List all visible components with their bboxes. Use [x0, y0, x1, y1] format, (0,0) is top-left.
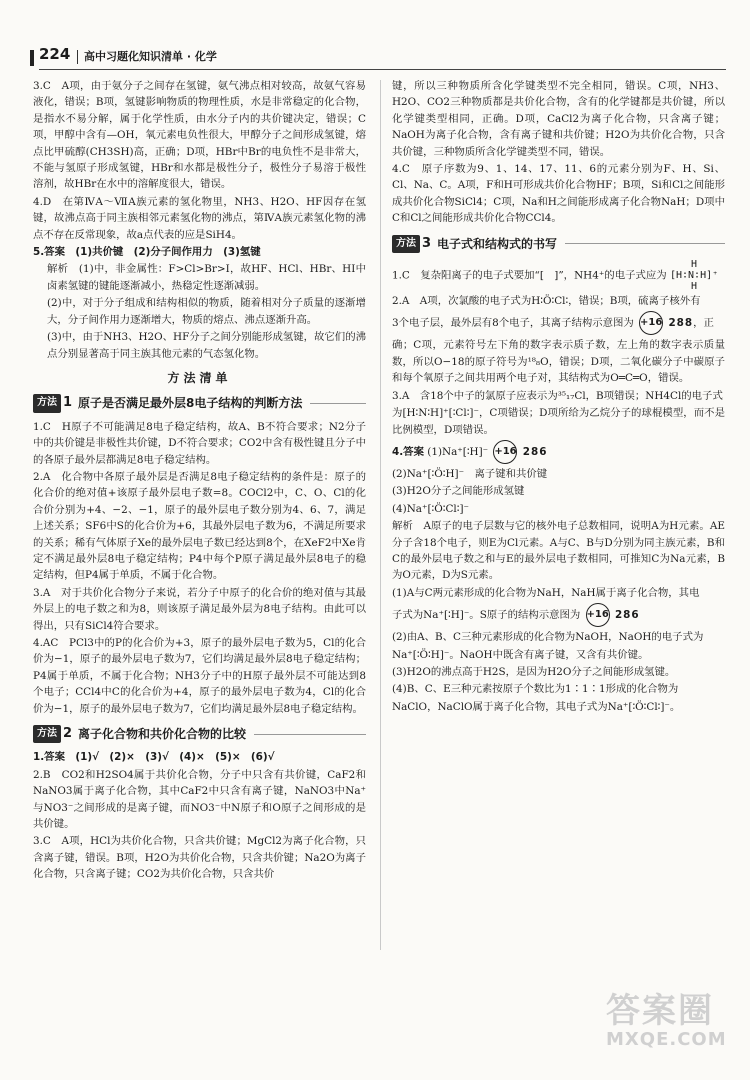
right-column	[392, 78, 725, 716]
method-rule	[310, 403, 366, 404]
method-number: 2	[63, 726, 73, 742]
sulfur-ion-nucleus: +16	[639, 311, 663, 335]
answer-4-electron	[392, 439, 725, 465]
method-1-answer-3: 3.A 对于共价化合物分子来说，若分子中原子的化合价的绝对值与其最外层上的电子数之和为8，则该原子满足最外层为8电子结构。由此可以得出，只有SiCl4符合要求。	[33, 586, 366, 632]
watermark-site: MXQE.COM	[606, 1029, 727, 1050]
sulfur-atom-nucleus: +16	[493, 440, 517, 464]
method-rule	[565, 243, 725, 244]
analysis-5-1: 解析 (1)中，非金属性：F>Cl>Br>I，故HF、HCl、HBr、HI中卤素氢键的键能逐渐减小，热稳定性逐渐减弱。	[47, 263, 366, 292]
method-1-answer-4: 4.AC PCl3中的P的化合价为+3，原子的最外层电子数为5，Cl的化合价为−1，原子的最外层电子数为7，它们均满足最外层8电子稳定结构；P4属于单质，不属于化合物；NH3分子中的H原子最外层不可能达到8个电子；CCl4中C的化合价为+4，原子的最外层电子数为4，Cl的化合价为−1，原子的最外层电子数为7，它们均满足最外层8电子稳定结构。	[33, 637, 366, 715]
analysis-4-2: (1)A与C两元素形成的化合物为NaH，NaH属于离子化合物，其电	[392, 586, 700, 599]
method-number: 1	[63, 395, 73, 411]
answer-4-part-4: (4)Na⁺[∶Ö∶Cl∶]⁻	[392, 502, 469, 515]
method-2-answer-1: 1.答案 (1)√ (2)× (3)√ (4)× (5)× (6)√	[33, 751, 275, 764]
method-title: 原子是否满足最外层8电子结构的判断方法	[78, 396, 303, 411]
analysis-4-7: (4)B、C、E三种元素按原子个数比为1∶1∶1形成的化合物为	[392, 683, 679, 696]
answer-4-right: 4.C 原子序数为9、1、14、17、11、6的元素分别为F、H、Si、Cl、Na、C。A项，F和H可形成共价化合物HF；B项，Si和Cl之间能形成共价化合物SiCl4；C项，Na和H之间能形成离子化合物NaH；D项中C和Cl之间能形成共价化合物CCl4。	[392, 163, 725, 225]
header-separator	[77, 50, 78, 64]
electron-formula-3a: 3.A 含18个中子的氯原子应表示为³⁵₁₇Cl，B项错误；NH4Cl的电子式	[392, 389, 723, 402]
sulfur-atom-shells-2: 286	[614, 609, 640, 622]
electron-formula-1	[392, 259, 725, 292]
watermark	[606, 990, 736, 1068]
answer-4-part-2: (2)Na⁺[∶Ö∶H]⁻ 离子键和共价键	[392, 467, 548, 480]
method-2-answer-2: 2.B CO2和H2SO4属于共价化合物，分子中只含有共价键，CaF2和NaNO3属于离子化合物，其中CaF2中只含有离子键，NaNO3中Na⁺与NO3⁻之间形成的是离子键，而NO3⁻中N原子和O原子之间形成的是共价键。	[33, 768, 366, 831]
method-title: 电子式和结构式的书写	[437, 236, 558, 251]
sulfur-atom-nucleus-2: +16	[586, 603, 610, 627]
analysis-4-3	[392, 602, 725, 628]
answer-4-label: 4.答案	[392, 445, 424, 458]
electron-formula-3b: 为[H∶N∶H]⁺[∶Cl∶]⁻，C项错误；D项所给为乙烷分子的球棍模型，而不是比例模型，D项错误。	[392, 407, 725, 436]
analysis-4-4: (2)由A、B、C三种元素形成的化合物为NaOH，NaOH的电子式为	[392, 631, 704, 644]
continued-answer: 键，所以三种物质所含化学键类型不完全相同，错误。C项，NH3、H2O、CO2三种物质都是共价化合物，含有的化学键都是共价键，所以化学键类型相同，正确。D项，CaCl2为离子化合物，只含离子键；NaOH为离子化合物，含有离子键和共价键；H2O为共价化合物，只含共价键，三种物质所含化学键类型不同，错误。	[392, 80, 725, 158]
header-bar	[30, 50, 34, 66]
method-1-answer-1: 1.C H原子不可能满足8电子稳定结构，故A、B不符合要求；N2分子中的共价键是非极性共价键，D不符合要求；CO2中含有极性键且分子中的各原子最外层都满足8电子稳定结构。	[33, 420, 366, 466]
method-tag: 方法	[33, 394, 61, 412]
answer-3: 3.C A项，由于氨分子之间存在氢键，氨气沸点相对较高，故氨气容易液化，错误；B项，氢键影响物质的物理性质，水是非常稳定的化合物，是指水不易分解，属于化学性质，由水分子内的共价键决定，错误；C项，甲醇中含有—OH，氧元素电负性很大，甲醇分子之间形成氢键，熔点比甲硫醇(CH3SH)高，正确；D项，HBr中Br的电负性不是非常大，不能与氢原子形成氢键，HBr和水都是极性分子，极性分子易溶于极性溶剂，故HBr在水中的溶解度很大，错误。	[33, 80, 366, 191]
method-title: 离子化合物和共价化合物的比较	[78, 727, 247, 742]
analysis-4-5: Na⁺[∶Ö∶H]⁻。NaOH中既含有离子键，又含有共价键。	[392, 648, 649, 661]
structure-formula: [H∶N∶H]⁺	[669, 270, 719, 282]
method-2-answer-3: 3.C A项，HCl为共价化合物，只含共价键；MgCl2为离子化合物，只含离子键，错误。B项，H2O为共价化合物，只含共价键；Na2O为离子化合物，只含离子键；CO2为共价化合物，只含共价	[33, 835, 366, 881]
column-divider	[380, 80, 381, 950]
answer-4-part-1: (1)Na⁺[∶H]⁻	[427, 445, 489, 458]
left-column	[33, 78, 366, 884]
analysis-4-8: NaClO，NaClO属于离子化合物，其电子式为Na⁺[∶Ö∶Cl∶]⁻。	[392, 700, 681, 713]
method-tag: 方法	[33, 725, 61, 743]
electron-formula-2c: 确；C项，元素符号左下角的数字表示质子数，左上角的数字表示质量数，所以O−18的原子符号为¹⁸₈O，错误；D项，二氧化碳分子中碳原子和每个氧原子之间共用两个电子对，其结构式为O═C═O，错误。	[392, 339, 725, 385]
method-tag: 方法	[392, 235, 420, 253]
analysis-4-3-text: 子式为Na⁺[∶H]⁻。S原子的结构示意图为	[392, 609, 581, 622]
analysis-5-3: (3)中，由于NH3、H2O、HF分子之间分别能形成氢键，故它们的沸点分别显著高于同主族其他元素的气态氢化物。	[47, 331, 366, 360]
method-rule	[254, 734, 366, 735]
book-title: 高中习题化知识清单 · 化学	[84, 50, 217, 63]
answer-5: 5.答案 (1)共价键 (2)分子间作用力 (3)氢键	[33, 246, 261, 259]
sulfur-ion-shells: 288	[668, 317, 694, 330]
sulfur-atom-shells: 286	[522, 445, 548, 458]
analysis-5-2: (2)中，对于分子组成和结构相似的物质，随着相对分子质量的逐渐增大，分子间作用力逐渐增大，物质的熔点、沸点逐渐升高。	[47, 297, 366, 326]
analysis-4-6: (3)H2O的沸点高于H2S，是因为H2O分子之间能形成氢键。	[392, 665, 676, 678]
structure-top-h: H	[691, 259, 698, 271]
ammonium-structure	[670, 259, 718, 292]
method-1-heading	[33, 394, 366, 412]
method-1-answer-2: 2.A 化合物中各原子最外层是否满足8电子稳定结构的条件是：原子的化合价的绝对值+该原子最外层电子数=8。COCl2中，C、O、Cl的化合价分别为+4、−2、−1，原子的最外层电子数分别为4、6、7，满足上述关系；SF6中S的化合价为+6，其最外层电子数为6，不满足所要求的关系；稀有气体原子Xe的最外层电子数已经达到8个，在XeF2中Xe肯定不满足最外层8电子稳定结构；P4中每个P原子满足最外层8电子的稳定结构，但P4属于单质，不属于化合物。	[33, 470, 366, 582]
answer-4-part-3: (3)H2O分子之间能形成氢键	[392, 485, 525, 498]
electron-formula-2b	[392, 310, 725, 336]
method-number: 3	[422, 235, 432, 251]
analysis-4-1: 解析 A原子的电子层数与它的核外电子总数相同，说明A为H元素。AE分子含18个电子，则E为Cl元素。A与C、B与D分别为同主族元素，B和C的最外层电子数之和与E的最外层电子数相同，可推知C为Na元素，B为O元素，D为S元素。	[392, 520, 725, 582]
method-2-heading	[33, 725, 366, 743]
section-title: 方法清单	[167, 370, 232, 385]
electron-formula-1-text: 1.C 复杂阳离子的电子式要加“[ ]”，NH4⁺的电子式应为	[392, 269, 667, 282]
method-3-heading	[392, 235, 725, 253]
header-rule	[39, 69, 726, 70]
electron-formula-2b-tail: ，正	[693, 317, 714, 330]
answer-4: 4.D 在第ⅣA～ⅦA族元素的氢化物里，NH3、H2O、HF因存在氢键，故沸点高于同主族相邻元素氢化物的沸点，第ⅣA族元素氢化物的沸点不存在反常现象，故a点代表的应是SiH4。	[33, 195, 366, 241]
structure-bottom-h: H	[691, 281, 698, 293]
page-header	[30, 44, 726, 68]
electron-formula-2b-text: 3个电子层，最外层有8个电子，其离子结构示意图为	[392, 317, 634, 330]
watermark-logo: 答案圈	[606, 991, 714, 1031]
electron-formula-2a: 2.A A项，次氯酸的电子式为H∶Ö∶Cl∶，错误；B项，硫离子核外有	[392, 295, 701, 308]
page-number: 224	[39, 45, 71, 63]
